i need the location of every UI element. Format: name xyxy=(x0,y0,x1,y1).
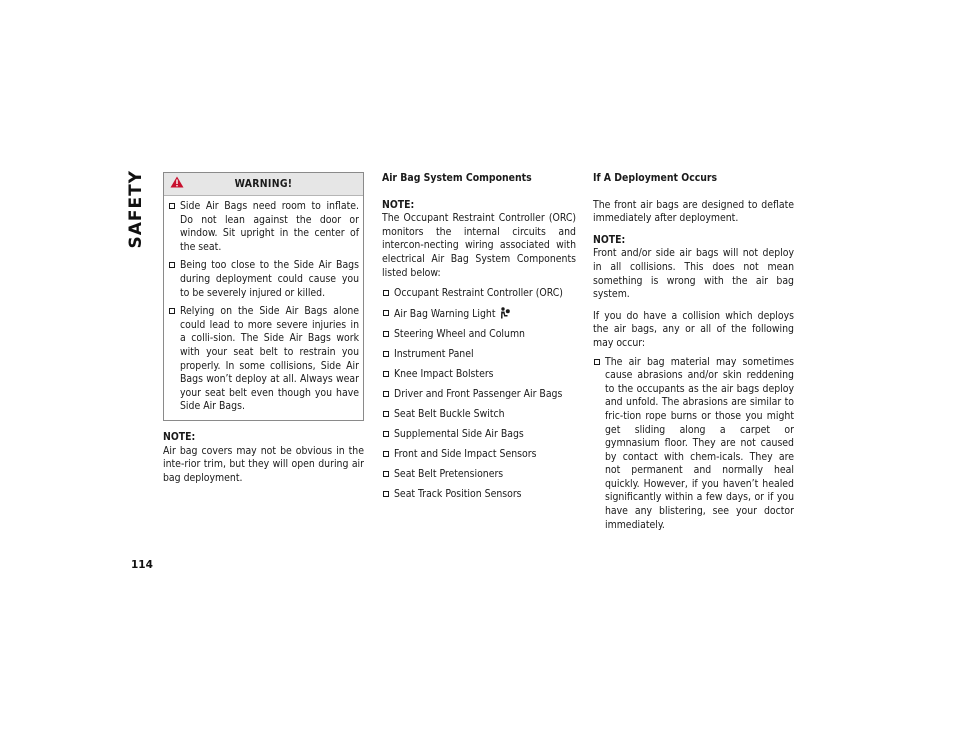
warning-item xyxy=(168,305,359,414)
warning-item xyxy=(168,259,359,300)
deployment-para-1: The front air bags are designed to deflate immediately after deployment. xyxy=(593,198,794,225)
list-item xyxy=(382,328,576,342)
note-label: NOTE: xyxy=(163,430,196,443)
list-item xyxy=(593,356,794,533)
warning-item-text: Side Air Bags need room to inflate. Do not lean against the door or window. Sit upright in the center of the seat. xyxy=(180,200,359,253)
list-item-label: Seat Track Position Sensors xyxy=(394,488,522,500)
square-bullet-icon xyxy=(169,262,175,268)
note-text: Air bag covers may not be obvious in the inte-rior trim, but they will open during air bag deployment. xyxy=(163,444,364,484)
square-bullet-icon xyxy=(383,331,389,337)
list-item-label: The air bag material may sometimes cause abrasions and/or skin reddening to the occupants as the air bags deploy and unfold. The abrasions are similar to fric-tion rope burns or those you might get sliding along a carpet or gymnasium floor. They are not caused by contact with chem-icals. They are not permanent and normally heal quickly. However, if you haven’t healed significantly within a few days, or if you have any blistering, see your doctor immediately. xyxy=(605,355,794,531)
list-item xyxy=(382,468,576,482)
list-item-label: Supplemental Side Air Bags xyxy=(394,428,524,441)
square-bullet-icon xyxy=(383,391,389,397)
list-item-label: Knee Impact Bolsters xyxy=(394,368,494,381)
section-title: SAFETY xyxy=(126,170,146,249)
list-item-label: Driver and Front Passenger Air Bags xyxy=(394,388,563,401)
deployment-para-2: If you do have a collision which deploys the air bags, any or all of the following may occur: xyxy=(593,309,794,349)
note-label: NOTE: xyxy=(382,198,415,211)
list-item xyxy=(382,287,576,301)
list-item xyxy=(382,408,576,422)
list-item xyxy=(382,388,576,402)
square-bullet-icon xyxy=(383,310,389,316)
list-item xyxy=(382,428,576,442)
note-text: Front and/or side air bags will not deploy in all collisions. This does not mean something is wrong with the air bag system. xyxy=(593,247,794,301)
list-item xyxy=(382,448,576,462)
note-airbag-covers xyxy=(163,431,364,485)
square-bullet-icon xyxy=(169,203,175,209)
warning-list xyxy=(164,196,363,420)
deployment-heading: If A Deployment Occurs xyxy=(593,172,718,184)
square-bullet-icon xyxy=(383,491,389,497)
square-bullet-icon xyxy=(383,351,389,357)
list-item xyxy=(382,307,576,322)
warning-item-text: Being too close to the Side Air Bags during deployment could cause you to be severely injured or killed. xyxy=(180,259,359,299)
list-item xyxy=(382,368,576,382)
list-item-label: Air Bag Warning Light xyxy=(394,308,496,321)
column-left xyxy=(163,172,364,493)
square-bullet-icon xyxy=(383,290,389,296)
list-item-label: Seat Belt Buckle Switch xyxy=(394,408,505,421)
page-number: 114 xyxy=(131,559,153,571)
list-item-label: Occupant Restraint Controller (ORC) xyxy=(394,287,563,300)
list-item xyxy=(382,488,576,502)
warning-item-text: Relying on the Side Air Bags alone could lead to more severe injuries in a colli-sion. The Side Air Bags work with your seat belt to restrain you properly. In some collisions, Side Air Bags won’t deploy at all. Always wear your seat belt even though you have Side Air Bags. xyxy=(180,305,359,413)
warning-header xyxy=(164,173,363,196)
list-item-label: Front and Side Impact Sensors xyxy=(394,448,537,461)
list-item-label: Steering Wheel and Column xyxy=(394,328,525,341)
square-bullet-icon xyxy=(383,411,389,417)
square-bullet-icon xyxy=(383,451,389,457)
list-item-label: Seat Belt Pretensioners xyxy=(394,468,504,481)
deployment-note xyxy=(593,234,794,302)
column-middle xyxy=(382,172,576,508)
square-bullet-icon xyxy=(383,471,389,477)
square-bullet-icon xyxy=(383,431,389,437)
square-bullet-icon xyxy=(169,308,175,314)
list-item-label: Instrument Panel xyxy=(394,348,474,361)
warning-box xyxy=(163,172,364,421)
warning-item xyxy=(168,200,359,254)
warning-triangle-icon xyxy=(170,176,184,188)
square-bullet-icon xyxy=(594,359,600,365)
note-text: The Occupant Restraint Controller (ORC) monitors the internal circuits and intercon-necting wiring associated with electrical Air Bag System Components listed below: xyxy=(382,212,576,279)
list-item xyxy=(382,348,576,362)
warning-title: WARNING! xyxy=(234,178,293,190)
airbag-warning-icon xyxy=(499,307,510,319)
components-note xyxy=(382,199,576,281)
note-label: NOTE: xyxy=(593,233,626,246)
square-bullet-icon xyxy=(383,371,389,377)
components-heading: Air Bag System Components xyxy=(382,172,532,184)
column-right xyxy=(593,172,794,539)
